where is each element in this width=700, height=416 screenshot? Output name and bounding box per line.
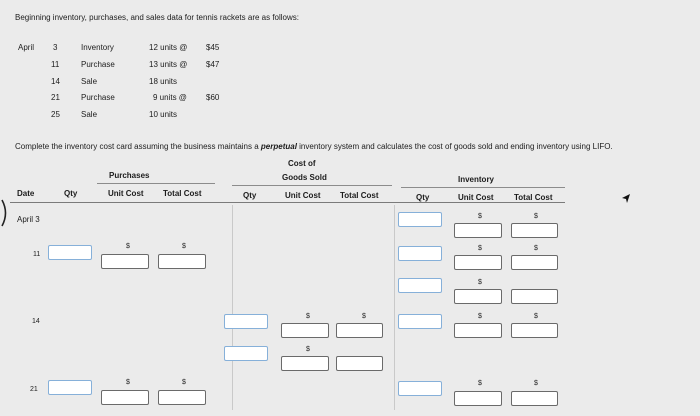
txn-type: Purchase: [81, 60, 115, 69]
inventory-unit-cost-input[interactable]: [454, 323, 502, 338]
inventory-unit-cost-input[interactable]: [454, 289, 502, 304]
cogs-unit-cost-input[interactable]: [281, 356, 329, 371]
inventory-group-rule: [401, 187, 565, 188]
cogs-total-cost-input[interactable]: [336, 356, 383, 371]
purchases-unit-cost-input[interactable]: [101, 390, 149, 405]
inventory-total-cost-input[interactable]: [511, 223, 558, 238]
cogs-group-header-line1: Cost of: [288, 159, 316, 168]
row-date-11: 11: [33, 251, 41, 258]
txn-units: 12 units @: [149, 43, 188, 52]
purchases-unit-cost-input[interactable]: [101, 254, 149, 269]
cogs-inventory-divider: [394, 205, 395, 410]
txn-day: 14: [51, 77, 60, 86]
txn-units: 9 units @: [153, 93, 187, 102]
txn-type: Inventory: [81, 43, 114, 52]
row-date-april3: April 3: [17, 215, 40, 224]
cogs-total-cost-input[interactable]: [336, 323, 383, 338]
row-date-21: 21: [30, 386, 38, 393]
currency-symbol: $: [478, 213, 482, 220]
currency-symbol: $: [306, 346, 310, 353]
col-inventory-unit-cost-header: Unit Cost: [458, 193, 494, 202]
currency-symbol: $: [534, 313, 538, 320]
purchases-group-rule: [97, 183, 215, 184]
inventory-total-cost-input[interactable]: [511, 255, 558, 270]
currency-symbol: $: [534, 213, 538, 220]
inventory-qty-input[interactable]: [398, 246, 442, 261]
purchases-group-header: Purchases: [109, 171, 150, 180]
purchases-qty-input[interactable]: [48, 380, 92, 395]
txn-units: 13 units @: [149, 60, 188, 69]
txn-month: April: [18, 43, 35, 52]
currency-symbol: $: [126, 243, 130, 250]
mouse-cursor-icon: [621, 193, 631, 205]
inventory-qty-input[interactable]: [398, 314, 442, 329]
inventory-unit-cost-input[interactable]: [454, 391, 502, 406]
txn-type: Purchase: [81, 93, 115, 102]
purchases-cogs-divider: [232, 205, 233, 410]
instruction-after: inventory system and calculates the cost of goods sold and ending inventory using LIFO.: [296, 142, 613, 151]
col-purchases-unit-cost-header: Unit Cost: [108, 189, 144, 198]
col-date-header: Date: [17, 189, 35, 198]
cogs-qty-input[interactable]: [224, 314, 268, 329]
col-inventory-qty-header: Qty: [416, 193, 430, 202]
row-date-14: 14: [32, 318, 40, 325]
currency-symbol: $: [182, 379, 186, 386]
txn-day: 25: [51, 110, 60, 119]
col-cogs-qty-header: Qty: [243, 191, 257, 200]
currency-symbol: $: [126, 379, 130, 386]
cogs-unit-cost-input[interactable]: [281, 323, 329, 338]
txn-day: 11: [51, 60, 60, 69]
purchases-qty-input[interactable]: [48, 245, 92, 260]
currency-symbol: $: [182, 243, 186, 250]
row-selection-arc: [0, 198, 10, 228]
txn-type: Sale: [81, 77, 98, 86]
purchases-total-cost-input[interactable]: [158, 390, 206, 405]
currency-symbol: $: [478, 380, 482, 387]
cogs-group-header-line2: Goods Sold: [282, 173, 327, 182]
currency-symbol: $: [534, 380, 538, 387]
col-cogs-total-cost-header: Total Cost: [340, 191, 379, 200]
currency-symbol: $: [534, 245, 538, 252]
txn-units: 10 units: [149, 110, 178, 119]
inventory-total-cost-input[interactable]: [511, 323, 558, 338]
col-purchases-total-cost-header: Total Cost: [163, 189, 202, 198]
txn-cost: $47: [206, 60, 220, 69]
cogs-qty-input[interactable]: [224, 346, 268, 361]
purchases-total-cost-input[interactable]: [158, 254, 206, 269]
inventory-unit-cost-input[interactable]: [454, 255, 502, 270]
inventory-group-header: Inventory: [458, 175, 495, 184]
txn-units: 18 units: [149, 77, 178, 86]
inventory-total-cost-input[interactable]: [511, 391, 558, 406]
col-cogs-unit-cost-header: Unit Cost: [285, 191, 321, 200]
txn-day: 3: [53, 43, 58, 52]
header-rule: [10, 202, 565, 203]
inventory-unit-cost-input[interactable]: [454, 223, 502, 238]
instruction-before: Complete the inventory cost card assuming the business maintains a: [15, 142, 261, 151]
instruction-emphasis: perpetual: [260, 142, 297, 151]
currency-symbol: $: [362, 313, 366, 320]
currency-symbol: $: [478, 313, 482, 320]
txn-day: 21: [51, 93, 60, 102]
col-purchases-qty-header: Qty: [64, 189, 78, 198]
instruction-text: [15, 142, 613, 151]
inventory-total-cost-input[interactable]: [511, 289, 558, 304]
txn-cost: $45: [206, 43, 220, 52]
inventory-qty-input[interactable]: [398, 212, 442, 227]
currency-symbol: $: [478, 279, 482, 286]
txn-type: Sale: [81, 110, 98, 119]
txn-cost: $60: [206, 93, 220, 102]
currency-symbol: $: [478, 245, 482, 252]
inventory-qty-input[interactable]: [398, 278, 442, 293]
col-inventory-total-cost-header: Total Cost: [514, 193, 553, 202]
inventory-qty-input[interactable]: [398, 381, 442, 396]
intro-text: Beginning inventory, purchases, and sales data for tennis rackets are as follows:: [15, 13, 300, 22]
cogs-group-rule: [232, 185, 392, 186]
currency-symbol: $: [306, 313, 310, 320]
